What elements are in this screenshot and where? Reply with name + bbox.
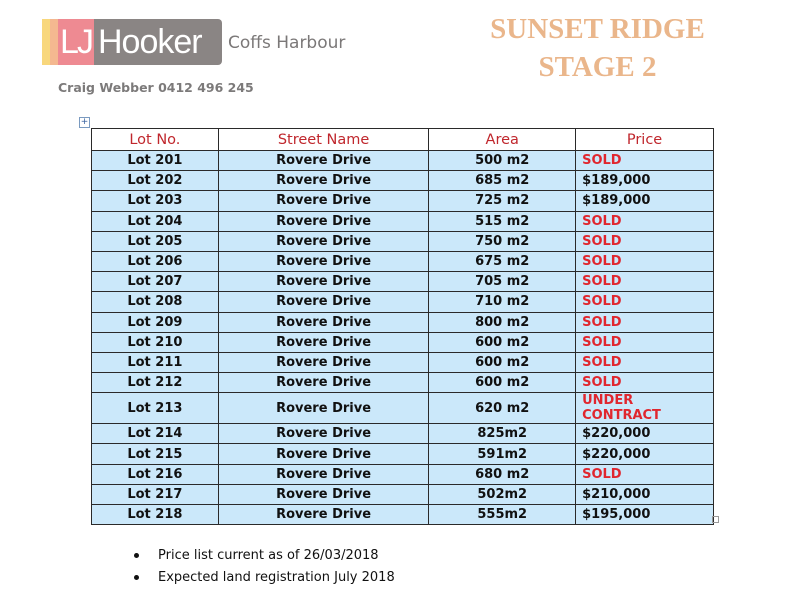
table-row — [92, 484, 714, 504]
table-header-row — [92, 129, 714, 151]
street-cell: Rovere Drive — [218, 505, 429, 525]
price-cell: SOLD — [576, 464, 714, 484]
office-name: Coffs Harbour — [228, 33, 346, 53]
lot-cell: Lot 205 — [92, 231, 219, 251]
street-cell: Rovere Drive — [218, 464, 429, 484]
street-cell: Rovere Drive — [218, 151, 429, 171]
street-cell: Rovere Drive — [218, 272, 429, 292]
price-cell: SOLD — [576, 272, 714, 292]
lot-cell: Lot 206 — [92, 251, 219, 271]
area-cell: 502m2 — [429, 484, 576, 504]
street-cell: Rovere Drive — [218, 251, 429, 271]
price-cell: SOLD — [576, 312, 714, 332]
note-item: Expected land registration July 2018 — [134, 566, 395, 588]
table-row — [92, 272, 714, 292]
col-price: Price — [576, 129, 714, 151]
street-cell: Rovere Drive — [218, 444, 429, 464]
street-cell: Rovere Drive — [218, 171, 429, 191]
area-cell: 680 m2 — [429, 464, 576, 484]
lot-cell: Lot 214 — [92, 424, 219, 444]
area-cell: 600 m2 — [429, 373, 576, 393]
area-cell: 685 m2 — [429, 171, 576, 191]
table-move-handle-icon[interactable]: + — [80, 117, 89, 127]
col-lot-no: Lot No. — [92, 129, 219, 151]
table-row — [92, 312, 714, 332]
lot-cell: Lot 212 — [92, 373, 219, 393]
col-area: Area — [429, 129, 576, 151]
bullet-icon — [134, 575, 139, 580]
street-cell: Rovere Drive — [218, 231, 429, 251]
logo-hooker: Hooker — [94, 19, 222, 65]
area-cell: 600 m2 — [429, 352, 576, 372]
lot-cell: Lot 204 — [92, 211, 219, 231]
street-cell: Rovere Drive — [218, 373, 429, 393]
col-street-name: Street Name — [218, 129, 429, 151]
logo-stripe-yellow — [42, 19, 50, 65]
table-row — [92, 292, 714, 312]
area-cell: 825m2 — [429, 424, 576, 444]
table-row — [92, 251, 714, 271]
lot-cell: Lot 208 — [92, 292, 219, 312]
lot-cell: Lot 217 — [92, 484, 219, 504]
lot-cell: Lot 209 — [92, 312, 219, 332]
page-title — [455, 10, 740, 86]
price-cell: $220,000 — [576, 444, 714, 464]
price-cell: $189,000 — [576, 171, 714, 191]
area-cell: 725 m2 — [429, 191, 576, 211]
table-row — [92, 231, 714, 251]
lot-cell: Lot 202 — [92, 171, 219, 191]
table-row — [92, 332, 714, 352]
table-row — [92, 211, 714, 231]
price-list-table — [91, 128, 714, 525]
price-cell: SOLD — [576, 352, 714, 372]
logo-stripe-orange — [50, 19, 58, 65]
street-cell: Rovere Drive — [218, 191, 429, 211]
lot-cell: Lot 216 — [92, 464, 219, 484]
logo-lj: LJ — [58, 19, 94, 65]
street-cell: Rovere Drive — [218, 484, 429, 504]
area-cell: 515 m2 — [429, 211, 576, 231]
table-row — [92, 373, 714, 393]
lot-cell: Lot 211 — [92, 352, 219, 372]
lot-cell: Lot 207 — [92, 272, 219, 292]
street-cell: Rovere Drive — [218, 424, 429, 444]
street-cell: Rovere Drive — [218, 393, 429, 424]
street-cell: Rovere Drive — [218, 312, 429, 332]
price-cell: SOLD — [576, 292, 714, 312]
table-row — [92, 191, 714, 211]
title-line-2: STAGE 2 — [538, 51, 657, 83]
title-line-1: SUNSET RIDGE — [490, 13, 705, 45]
note-item: Price list current as of 26/03/2018 — [134, 544, 395, 566]
table-row — [92, 464, 714, 484]
lot-cell: Lot 215 — [92, 444, 219, 464]
area-cell: 710 m2 — [429, 292, 576, 312]
table-row — [92, 352, 714, 372]
street-cell: Rovere Drive — [218, 352, 429, 372]
notes-list — [134, 544, 395, 588]
area-cell: 620 m2 — [429, 393, 576, 424]
street-cell: Rovere Drive — [218, 211, 429, 231]
street-cell: Rovere Drive — [218, 292, 429, 312]
price-cell: SOLD — [576, 231, 714, 251]
price-cell: $210,000 — [576, 484, 714, 504]
area-cell: 591m2 — [429, 444, 576, 464]
area-cell: 705 m2 — [429, 272, 576, 292]
lot-cell: Lot 218 — [92, 505, 219, 525]
price-cell: SOLD — [576, 211, 714, 231]
table-row — [92, 151, 714, 171]
area-cell: 600 m2 — [429, 332, 576, 352]
lot-cell: Lot 203 — [92, 191, 219, 211]
price-cell: $220,000 — [576, 424, 714, 444]
price-cell: SOLD — [576, 373, 714, 393]
lot-cell: Lot 201 — [92, 151, 219, 171]
price-cell: SOLD — [576, 151, 714, 171]
area-cell: 800 m2 — [429, 312, 576, 332]
lot-cell: Lot 213 — [92, 393, 219, 424]
lot-cell: Lot 210 — [92, 332, 219, 352]
table-row — [92, 424, 714, 444]
lj-hooker-logo — [42, 19, 222, 65]
table-row — [92, 171, 714, 191]
table-row — [92, 505, 714, 525]
price-cell: SOLD — [576, 251, 714, 271]
area-cell: 500 m2 — [429, 151, 576, 171]
area-cell: 750 m2 — [429, 231, 576, 251]
price-cell: SOLD — [576, 332, 714, 352]
table-row — [92, 444, 714, 464]
bullet-icon — [134, 553, 139, 558]
area-cell: 675 m2 — [429, 251, 576, 271]
table-row — [92, 393, 714, 424]
price-cell: $195,000 — [576, 505, 714, 525]
street-cell: Rovere Drive — [218, 332, 429, 352]
agent-contact: Craig Webber 0412 496 245 — [58, 80, 254, 95]
area-cell: 555m2 — [429, 505, 576, 525]
price-cell: UNDER CONTRACT — [576, 393, 714, 424]
table-resize-handle[interactable] — [712, 516, 719, 523]
price-cell: $189,000 — [576, 191, 714, 211]
